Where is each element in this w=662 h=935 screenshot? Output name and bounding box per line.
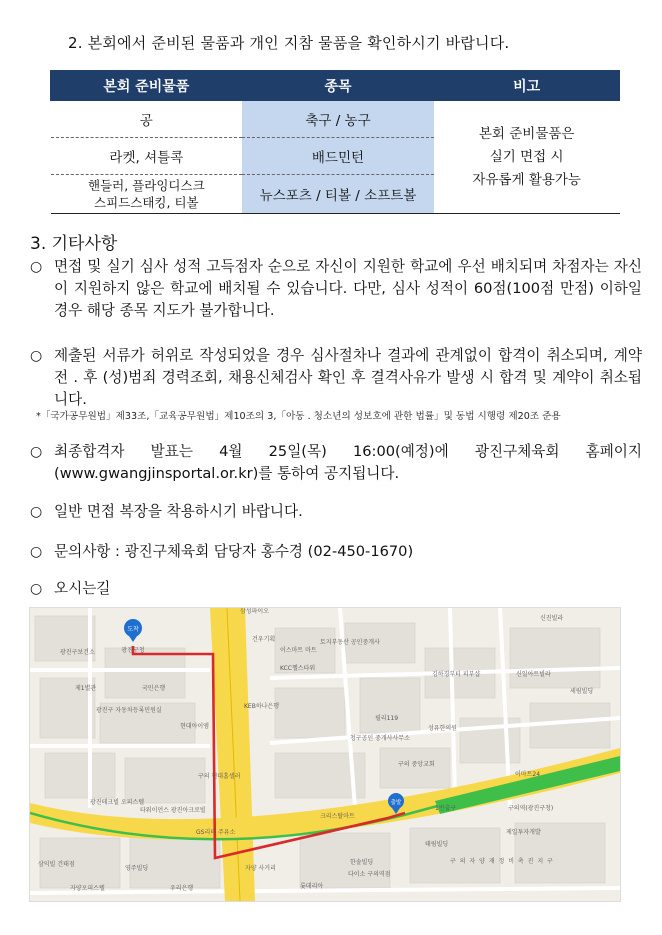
map-label: 김하경부티 피부샵 — [432, 671, 481, 678]
map-label: 롯데리아 — [300, 883, 324, 890]
notice-text: 면접 및 실기 심사 성적 고득점자 순으로 자신이 지원한 학교에 우선 배치되며 차점자는 자신이 지원하지 않은 학교에 배치될 수 있습니다. 다만, 심사 성적이 60점(100점 만점) 이하일 경우 해당 종목 지도가 불가합니다. — [54, 258, 642, 319]
map-label: 현대아이엠 — [180, 723, 209, 730]
notice-text: 최종합격자 발표는 4월 25일(목) 16:00(예정)에 광진구체육회 홈페이지 (www.gwangjinsportal.or.kr)를 통하여 공지됩니다. — [54, 443, 642, 482]
circle-bullet-icon: ○ — [30, 581, 43, 597]
map-label: 토지부동산 공인중개사 — [320, 639, 380, 646]
map-label: 다이소 구의역점 — [348, 871, 391, 878]
map-label: 구의 현대홈셀러 — [198, 773, 241, 780]
table-header: 본회 준비물품 — [51, 71, 243, 101]
map-canvas — [30, 608, 620, 901]
prepared-cell — [51, 175, 243, 214]
map-label: 타워이언스 광진아크로빌 — [140, 807, 206, 814]
map-label: 자양 사거리 — [245, 865, 276, 872]
notice-text: 문의사항 : 광진구체육회 담당자 홍수경 (02-450-1670) — [54, 543, 414, 560]
table-header-row — [51, 71, 620, 101]
notice-item — [30, 441, 642, 485]
notice-item — [30, 501, 642, 523]
notice-item — [30, 345, 642, 411]
circle-bullet-icon: ○ — [30, 504, 43, 520]
map-label: 우리은행 — [170, 885, 194, 892]
section3-heading: 3. 기타사항 — [30, 234, 118, 254]
map-label: 1번출구 — [435, 805, 457, 812]
map-label: 신일아트빌라 — [516, 671, 551, 678]
map-label: 삼성파이오 — [240, 608, 269, 615]
start-pin-label: 출발 — [390, 800, 402, 806]
notice-item — [30, 578, 642, 600]
table-header: 종목 — [242, 71, 434, 101]
map-label: 세림빌딩 — [570, 688, 594, 695]
map-label: 이스마트 마트 — [280, 647, 317, 654]
notice-text: 제출된 서류가 허위로 작성되었을 경우 심사절차나 결과에 관계없이 합격이 취소되며, 계약 전 . 후 (성)범죄 경력조회, 채용신체검사 확인 후 결격사유가 발생 시 합격 및 계약이 취소됩니다. — [54, 347, 642, 408]
notice-text: 오시는길 — [54, 580, 111, 597]
circle-bullet-icon: ○ — [30, 444, 43, 460]
map-label: 구의역(광진구청) — [508, 805, 554, 812]
map-label: 제1별관 — [75, 685, 97, 692]
directions-map[interactable] — [29, 607, 621, 902]
map-label: 성유한의원 — [428, 725, 457, 732]
prepared-line: 스피드스태킹, 티볼 — [94, 195, 199, 210]
supplies-table — [50, 70, 620, 214]
map-label: 신진빌라 — [540, 615, 564, 622]
map-label: 국민은행 — [142, 685, 166, 692]
note-cell — [434, 101, 620, 214]
map-label: 영주빌딩 — [125, 865, 149, 872]
notice-item — [30, 541, 642, 563]
map-label: 자양오피스텔 — [70, 885, 105, 892]
map-label: GS리터 주유소 — [196, 829, 236, 836]
note-line: 본회 준비물품은 — [478, 125, 575, 142]
map-label: 제일투자개발 — [506, 829, 541, 836]
table-row — [51, 101, 620, 138]
note-line: 자유롭게 활용가능 — [472, 171, 581, 188]
sport-cell: 축구 / 농구 — [242, 101, 434, 138]
footnote: *「국가공무원법」제33조,「교육공무원법」제10조의 3,「아동 . 청소년의 성보호에 관한 법률」및 동법 시행령 제20조 준용 — [36, 411, 561, 422]
table-header: 비고 — [434, 71, 620, 101]
map-label: 구의 중앙교회 — [398, 761, 435, 768]
circle-bullet-icon: ○ — [30, 544, 43, 560]
map-label: 이마트24 — [515, 771, 541, 778]
map-label: KEB하나은행 — [244, 703, 280, 710]
section2-heading: 2. 본회에서 준비된 물품과 개인 지참 물품을 확인하시기 바랍니다. — [68, 34, 510, 52]
destination-pin-label: 도착 — [127, 626, 139, 633]
map-label: 건우기획 — [252, 636, 276, 643]
map-label: 크리스탈마트 — [320, 813, 355, 820]
map-label: 태림빌딩 — [425, 841, 449, 848]
map-label: 구 의 자 양 재 정 비 촉 진 지 구 — [450, 858, 554, 865]
map-label: 광진구 자동차등록민원실 — [96, 707, 162, 714]
notice-text: 일반 면접 복장을 착용하시기 바랍니다. — [54, 503, 303, 520]
map-label: 청구공인 중개사사무소 — [350, 735, 410, 742]
map-label: 필리119 — [375, 715, 399, 722]
circle-bullet-icon: ○ — [30, 348, 43, 364]
circle-bullet-icon: ○ — [30, 259, 43, 275]
prepared-cell: 라켓, 셔틀콕 — [51, 138, 243, 175]
sport-cell: 배드민턴 — [242, 138, 434, 175]
map-label: 광진구청 — [121, 647, 145, 654]
map-label: KCC헬스타워 — [280, 665, 316, 672]
sport-cell: 뉴스포츠 / 티볼 / 소프트볼 — [242, 175, 434, 214]
map-label: 광진구보건소 — [60, 649, 95, 656]
notice-item — [30, 256, 642, 322]
prepared-line: 핸들러, 플라잉디스크 — [88, 178, 205, 193]
prepared-cell: 공 — [51, 101, 243, 138]
map-label: 한솔빌딩 — [350, 859, 374, 866]
note-line: 실기 면접 시 — [489, 148, 564, 165]
map-label: 광진테크빌 오피스텔 — [90, 799, 145, 806]
map-label: 삼익빌 건태점 — [38, 861, 75, 868]
